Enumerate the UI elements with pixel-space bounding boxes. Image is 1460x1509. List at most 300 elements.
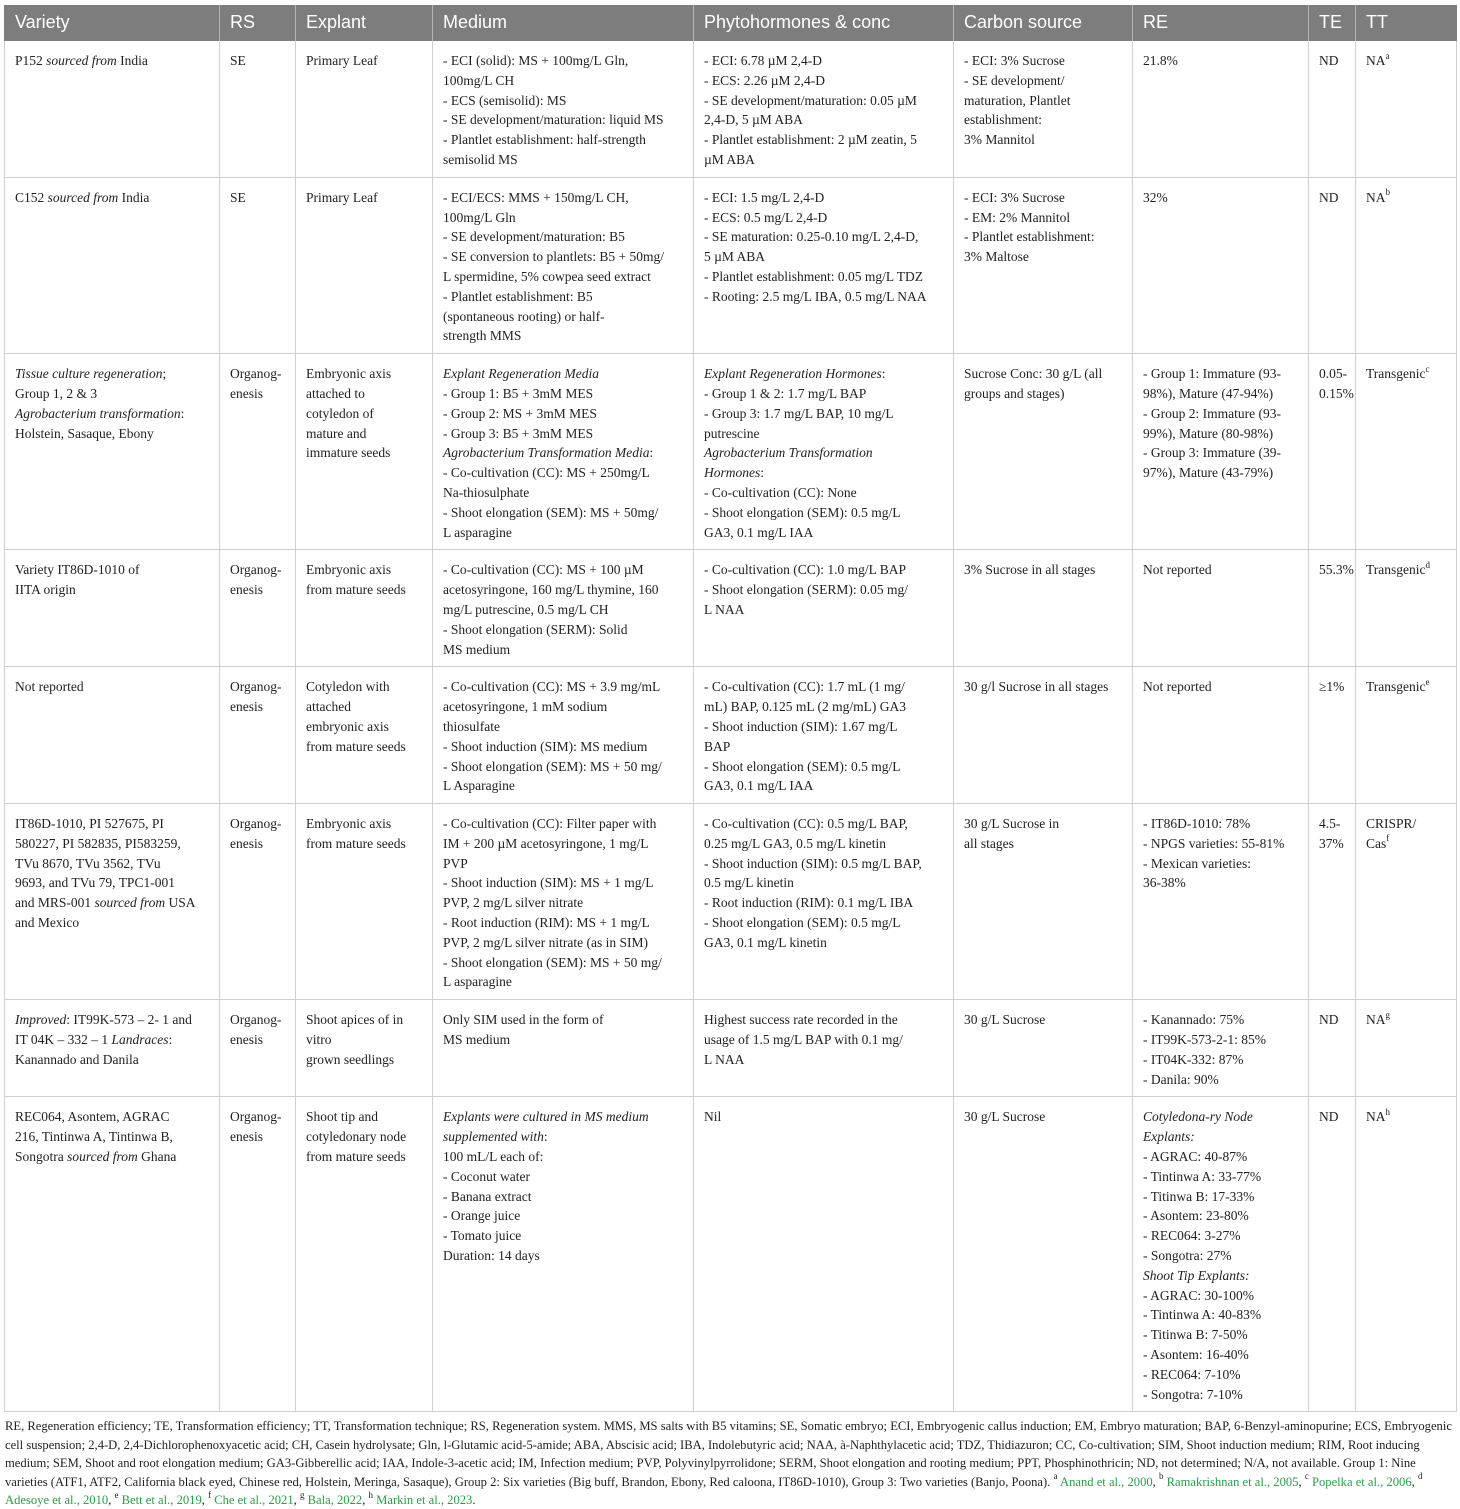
cell-line: Only SIM used in the form of: [443, 1012, 604, 1028]
cell-line: REC064, Asontem, AGRAC: [15, 1109, 170, 1125]
cell-line: attached: [306, 699, 351, 715]
cell-line: - Group 3: B5 + 3mM MES: [443, 425, 594, 441]
footnote-marker: f: [1386, 833, 1390, 844]
cell-line: - Plantlet establishment: half-strength: [443, 132, 646, 148]
cell-line: Duration: 14 days: [443, 1248, 540, 1264]
cell-explant: [296, 667, 433, 804]
cell-line: - SE development/maturation: liquid MS: [443, 112, 664, 128]
cell-line: enesis: [230, 385, 263, 401]
cell-line: (spontaneous rooting) or half-: [443, 308, 605, 324]
reference-marker: e: [114, 1489, 119, 1500]
cell-line: Organog-: [230, 1109, 282, 1125]
cell-line: enesis: [230, 1129, 263, 1145]
reference-marker: d: [1417, 1471, 1423, 1482]
cell-line: 97%), Mature (43-79%): [1143, 465, 1274, 481]
cell-line: groups and stages): [964, 385, 1065, 401]
cell-line: Hormones:: [704, 465, 765, 481]
cell-line: Holstein, Sasaque, Ebony: [15, 425, 154, 441]
cell-line: Kanannado and Danila: [15, 1051, 139, 1067]
cell-line: 3% Sucrose in all stages: [964, 562, 1096, 578]
cell-phytohormones: [694, 1097, 954, 1412]
cell-explant: [296, 804, 433, 1000]
cell-line: - Songotra: 7-10%: [1143, 1386, 1243, 1402]
cell-line: - Titinwa B: 7-50%: [1143, 1327, 1248, 1343]
col-header-rs: RS: [220, 5, 296, 41]
cell-line: - Shoot elongation (SERM): 0.05 mg/: [704, 582, 908, 598]
cell-line: 30 g/L Sucrose: [964, 1109, 1046, 1125]
reference-link[interactable]: Anand et al., 2000: [1059, 1474, 1153, 1489]
cell-line: BAP: [704, 738, 731, 754]
cell-line: - ECS (semisolid): MS: [443, 92, 567, 108]
cell-rs: [220, 177, 296, 353]
cell-line: attached to: [306, 385, 365, 401]
cell-tt: $NA^b$: [1356, 177, 1457, 353]
cell-line: Embryonic axis: [306, 816, 392, 832]
cell-line: PVP, 2 mg/L silver nitrate: [443, 895, 584, 911]
cell-explant: [296, 1097, 433, 1412]
cell-line: and Mexico: [15, 915, 80, 931]
cell-line: - Group 2: MS + 3mM MES: [443, 405, 597, 421]
cell-line: - Asontem: 16-40%: [1143, 1347, 1249, 1363]
cell-line: - Shoot elongation (SERM): Solid: [443, 621, 628, 637]
cell-line: - Shoot induction (SIM): MS + 1 mg/L: [443, 875, 654, 891]
cell-carbon-source: [954, 177, 1133, 353]
cell-line: PVP, 2 mg/L silver nitrate (as in SIM): [443, 934, 648, 950]
cell-line: - Group 1: B5 + 3mM MES: [443, 385, 594, 401]
cell-tt: Transgenic$^c$: [1356, 354, 1457, 550]
cell-line: ND: [1319, 1012, 1339, 1028]
reference-marker: b: [1158, 1471, 1164, 1482]
cell-line: enesis: [230, 699, 263, 715]
cell-line: Highest success rate recorded in the: [704, 1012, 898, 1028]
cell-line: ND: [1319, 1109, 1339, 1125]
cell-line: - Co-cultivation (CC): MS + 100 µM: [443, 562, 644, 578]
cell-line: and MRS-001 sourced from USA: [15, 895, 196, 911]
cell-rs: [220, 804, 296, 1000]
cell-line: establishment:: [964, 112, 1042, 128]
cell-line: P152 sourced from India: [15, 53, 148, 68]
cell-line: - Co-cultivation (CC): 0.5 mg/L BAP,: [704, 816, 908, 832]
cell-line: - Shoot elongation (SEM): 0.5 mg/L: [704, 504, 901, 520]
table-footnotes: [4, 1417, 1457, 1509]
cell-rs: [220, 41, 296, 177]
cell-line: maturation, Plantlet: [964, 92, 1071, 108]
cell-line: 3% Mannitol: [964, 132, 1035, 148]
cell-phytohormones: [694, 667, 954, 804]
cell-line: - Tintinwa A: 33-77%: [1143, 1168, 1262, 1184]
cell-line: - ECS: 0.5 mg/L 2,4-D: [704, 209, 828, 225]
cell-line: - Co-cultivation (CC): Filter paper with: [443, 816, 657, 832]
cell-carbon-source: [954, 1000, 1133, 1097]
cell-re: [1133, 804, 1309, 1000]
cell-te: [1309, 354, 1356, 550]
cell-line: putrescine: [704, 425, 760, 441]
cell-line: - IT99K-573-2-1: 85%: [1143, 1032, 1266, 1048]
cell-medium: [433, 1097, 694, 1412]
col-header-tt: TT: [1356, 5, 1457, 41]
cell-medium: [433, 41, 694, 177]
cell-line: L NAA: [704, 1051, 745, 1067]
cell-line: PVP: [443, 855, 468, 871]
cell-line: mL) BAP, 0.125 mL (2 mg/mL) GA3: [704, 699, 906, 715]
cell-line: - Root induction (RIM): MS + 1 mg/L: [443, 915, 650, 931]
reference-link[interactable]: Bala, 2022: [307, 1493, 363, 1508]
cell-line: Group 1, 2 & 3: [15, 385, 98, 401]
cell-line: - Shoot elongation (SEM): MS + 50 mg/: [443, 954, 662, 970]
cell-line: - Banana extract: [443, 1188, 532, 1204]
cell-line: Agrobacterium Transformation: [704, 445, 873, 461]
cell-line: - Plantlet establishment: 2 µM zeatin, 5: [704, 132, 917, 148]
cell-line: from mature seeds: [306, 1149, 406, 1165]
cell-line: GA3, 0.1 mg/L kinetin: [704, 934, 827, 950]
cell-line: - Shoot elongation (SEM): MS + 50 mg/: [443, 758, 662, 774]
cell-tt: $NA^h$: [1356, 1097, 1457, 1412]
cell-line: - SE development/maturation: 0.05 µM: [704, 92, 917, 108]
cell-line: Explant Regeneration Media: [443, 366, 599, 382]
cell-rs: [220, 354, 296, 550]
document: [4, 5, 1456, 1509]
cell-te: [1309, 667, 1356, 804]
cell-line: Tissue culture regeneration;: [15, 366, 167, 382]
cell-line: GA3, 0.1 mg/L IAA: [704, 778, 814, 794]
cell-tt: Transgenic$^e$: [1356, 667, 1457, 804]
cell-variety: [5, 354, 220, 550]
cell-line: L Asparagine: [443, 778, 515, 794]
cell-line: - REC064: 7-10%: [1143, 1366, 1241, 1382]
cell-line: L spermidine, 5% cowpea seed extract: [443, 268, 651, 284]
cell-te: [1309, 1097, 1356, 1412]
cell-line: - Group 1 & 2: 1.7 mg/L BAP: [704, 385, 867, 401]
cell-medium: [433, 1000, 694, 1097]
cell-line: Cotyledon with: [306, 679, 390, 695]
cell-line: L asparagine: [443, 974, 512, 990]
cell-line: - Plantlet establishment: B5: [443, 288, 593, 304]
cell-carbon-source: [954, 1097, 1133, 1412]
cell-line: - Kanannado: 75%: [1143, 1012, 1245, 1028]
reference-link[interactable]: Popelka et al., 2006: [1311, 1474, 1412, 1489]
cell-line: grown seedlings: [306, 1051, 395, 1067]
cell-line: 5 µM ABA: [704, 249, 766, 265]
cell-line: 580227, PI 582835, PI583259,: [15, 835, 181, 851]
cell-line: 2,4-D, 5 µM ABA: [704, 112, 803, 128]
cell-line: 4.5-: [1319, 816, 1341, 832]
table-row: [5, 1097, 1457, 1412]
cell-line: 30 g/l Sucrose in all stages: [964, 679, 1109, 695]
cell-line: - Mexican varieties:: [1143, 855, 1251, 871]
reference-link[interactable]: Bett et al., 2019: [121, 1493, 202, 1508]
cell-line: Sucrose Conc: 30 g/L (all: [964, 366, 1103, 382]
cell-line: - ECI/ECS: MMS + 150mg/L CH,: [443, 189, 629, 205]
cell-line: - Danila: 90%: [1143, 1071, 1219, 1087]
footnote-marker: e: [1425, 676, 1430, 687]
reference-marker: g: [299, 1489, 305, 1500]
cell-tt: $NA^a$: [1356, 41, 1457, 177]
table-body: [5, 41, 1457, 1412]
cell-te: [1309, 1000, 1356, 1097]
col-header-phytohormones: Phytohormones & conc: [694, 5, 954, 41]
cell-line: 216, Tintinwa A, Tintinwa B,: [15, 1129, 173, 1145]
cell-line: enesis: [230, 582, 263, 598]
cell-line: from mature seeds: [306, 835, 406, 851]
cell-medium: [433, 550, 694, 667]
table-row: [5, 667, 1457, 804]
cell-line: ≥1%: [1319, 679, 1345, 695]
cell-line: µM ABA: [704, 151, 755, 167]
cell-line: embryonic axis: [306, 718, 389, 734]
cell-line: Organog-: [230, 816, 282, 832]
cell-line: - ECI (solid): MS + 100mg/L Gln,: [443, 53, 629, 68]
cell-variety: [5, 41, 220, 177]
cell-line: - Plantlet establishment: 0.05 mg/L TDZ: [704, 268, 923, 284]
cell-line: 99%), Mature (80-98%): [1143, 425, 1274, 441]
cell-line: Agrobacterium Transformation Media:: [443, 445, 654, 461]
col-header-variety: Variety: [5, 5, 220, 41]
reference-link[interactable]: Adesoye et al., 2010: [5, 1493, 109, 1508]
reference-link[interactable]: Ramakrishnan et al., 2005: [1166, 1474, 1299, 1489]
cell-re: [1133, 550, 1309, 667]
cell-line: - Shoot induction (SIM): 1.67 mg/L: [704, 718, 898, 734]
cell-line: C152 sourced from India: [15, 189, 150, 205]
col-header-carbon-source: Carbon source: [954, 5, 1133, 41]
cell-line: - SE conversion to plantlets: B5 + 50mg/: [443, 249, 664, 265]
cell-re: [1133, 41, 1309, 177]
cell-line: - ECI: 3% Sucrose: [964, 53, 1065, 68]
footnote-marker: c: [1425, 363, 1430, 374]
cell-line: ND: [1319, 53, 1339, 68]
cell-line: - AGRAC: 40-87%: [1143, 1149, 1248, 1165]
cell-line: Not reported: [1143, 562, 1212, 578]
cell-line: all stages: [964, 835, 1014, 851]
cell-line: Cotyledona-ry Node: [1143, 1109, 1253, 1125]
cell-re: [1133, 1097, 1309, 1412]
cell-tt: Transgenic$^d$: [1356, 550, 1457, 667]
cell-line: Agrobacterium transformation:: [15, 405, 185, 421]
table-row: [5, 41, 1457, 177]
cell-line: IITA origin: [15, 582, 76, 598]
cell-line: 9693, and TVu 79, TPC1-001: [15, 875, 175, 891]
cell-line: 98%), Mature (47-94%): [1143, 385, 1274, 401]
cell-line: SE: [230, 53, 246, 68]
cell-te: [1309, 804, 1356, 1000]
col-header-te: TE: [1309, 5, 1356, 41]
reference-list: $^a$ Anand et al., 2000, $^b$ Ramakrishnan et al., 2005, $^c$ Popelka et al., 2006, $^d$ Adesoye et al., 2010, $^e$ Bett et al., 2019, $^f$ Che et al., 2021, $^g$ Bala, 2022, $^h$ Markin et al., 2023.: [5, 1471, 1423, 1508]
cell-line: 0.5 mg/L kinetin: [704, 875, 794, 891]
footnote-marker: b: [1385, 187, 1390, 198]
cell-line: usage of 1.5 mg/L BAP with 0.1 mg/: [704, 1032, 903, 1048]
reference-marker: a: [1053, 1471, 1058, 1482]
cell-line: 36-38%: [1143, 875, 1186, 891]
cell-line: - Group 3: 1.7 mg/L BAP, 10 mg/L: [704, 405, 894, 421]
cell-line: - Shoot induction (SIM): 0.5 mg/L BAP,: [704, 855, 922, 871]
cell-line: from mature seeds: [306, 582, 406, 598]
cell-re: [1133, 177, 1309, 353]
cell-line: - Shoot elongation (SEM): MS + 50mg/: [443, 504, 659, 520]
cell-line: enesis: [230, 1032, 263, 1048]
cell-line: Shoot apices of in: [306, 1012, 404, 1028]
cell-line: - REC064: 3-27%: [1143, 1228, 1241, 1244]
cell-rs: [220, 667, 296, 804]
cell-line: Primary Leaf: [306, 189, 378, 205]
cell-line: - ECI: 1.5 mg/L 2,4-D: [704, 189, 825, 205]
cell-line: vitro: [306, 1032, 332, 1048]
cell-line: Nil: [704, 1109, 722, 1125]
table-row: [5, 804, 1457, 1000]
cell-line: - ECI: 3% Sucrose: [964, 189, 1065, 205]
cell-variety: [5, 667, 220, 804]
cell-line: 0.05-: [1319, 366, 1348, 382]
cell-line: mg/L putrescine, 0.5 mg/L CH: [443, 601, 609, 617]
cell-line: - Songotra: 27%: [1143, 1248, 1232, 1264]
cell-carbon-source: [954, 354, 1133, 550]
cell-rs: [220, 550, 296, 667]
cell-line: 37%: [1319, 835, 1344, 851]
cell-line: semisolid MS: [443, 151, 518, 167]
cell-line: Organog-: [230, 562, 282, 578]
reference-marker: c: [1304, 1471, 1309, 1482]
cell-line: Improved: IT99K-573 – 2- 1 and: [15, 1012, 192, 1028]
table-row: [5, 177, 1457, 353]
reference-link[interactable]: Markin et al., 2023: [376, 1493, 473, 1508]
footnote-abbreviations: RE, Regeneration efficiency; TE, Transformation efficiency; TT, Transformation technique; RS, Regeneration system. MMS, MS salts with B5 vitamins; SE, Somatic embryo; ECI, Embryogenic callus induction; EM, Embryo maturation; BAP, 6-Benzyl-aminopurine; ECS, Embryogenic cell suspension; 2,4-D, 2,4-Dichlorophenoxyacetic acid; CH, Casein hydrolysate; Gln, l-Glutamic acid-5-amide; ABA, Abscisic acid; IBA, Indolebutyric acid; NAA, à-Naphthylacetic acid; TDZ, Thidiazuron; CC, Co-cultivation; SIM, Shoot induction medium; RIM, Root inducing medium; SEM, Shoot and root elongation medium; GA3-Gibberellic acid; IAA, Indole-3-acetic acid; IM, Infection medium; PVP, Polyvinylpyrrolidone; SERM, Shoot elongation and rooting medium; PPT, Phosphinothricin; ND, not determined; N/A, not available. Group 1: Nine varieties (ATF1, ATF2, California black eyed, Chinese red, Holstein, Meringa, Sasaque), Group 2: Six varieties (Big buff, Brandon, Ebony, Red caloona, IT86D-1010), Group 3: Two varieties (Banjo, Poona).: [5, 1419, 1452, 1489]
cell-line: - Co-cultivation (CC): 1.7 mL (1 mg/: [704, 679, 905, 695]
table-row: [5, 354, 1457, 550]
reference-marker: f: [208, 1489, 212, 1500]
cell-line: - Shoot elongation (SEM): 0.5 mg/L: [704, 915, 901, 931]
cell-variety: [5, 804, 220, 1000]
reference-link[interactable]: Che et al., 2021: [214, 1493, 294, 1508]
cell-variety: [5, 550, 220, 667]
cell-line: Not reported: [15, 679, 84, 695]
cell-line: 30 g/L Sucrose: [964, 1012, 1046, 1028]
cell-line: - Co-cultivation (CC): MS + 250mg/L: [443, 465, 650, 481]
cell-line: cotyledonary node: [306, 1129, 407, 1145]
cell-medium: [433, 354, 694, 550]
cell-te: [1309, 41, 1356, 177]
cell-line: 0.15%: [1319, 385, 1354, 401]
cell-medium: [433, 804, 694, 1000]
cell-line: - ECS: 2.26 µM 2,4-D: [704, 72, 826, 88]
cell-explant: [296, 177, 433, 353]
cell-phytohormones: [694, 1000, 954, 1097]
cell-te: [1309, 177, 1356, 353]
cell-line: - Group 1: Immature (93-: [1143, 366, 1281, 382]
cell-line: Shoot tip and: [306, 1109, 379, 1125]
cell-line: 30 g/L Sucrose in: [964, 816, 1060, 832]
cell-line: Shoot Tip Explants:: [1143, 1267, 1250, 1283]
cell-carbon-source: [954, 550, 1133, 667]
header-row: [5, 5, 1457, 41]
cell-rs: [220, 1097, 296, 1412]
cell-line: Organog-: [230, 1012, 282, 1028]
cell-re: [1133, 1000, 1309, 1097]
cell-line: MS medium: [443, 641, 511, 657]
cell-line: 32%: [1143, 189, 1168, 205]
cell-line: - SE development/: [964, 72, 1065, 88]
cell-line: - Tomato juice: [443, 1228, 522, 1244]
cell-line: Primary Leaf: [306, 53, 378, 68]
cell-line: GA3, 0.1 mg/L IAA: [704, 524, 814, 540]
cell-line: 3% Maltose: [964, 249, 1029, 265]
cell-line: - ECI: 6.78 µM 2,4-D: [704, 53, 823, 68]
cell-line: - Asontem: 23-80%: [1143, 1208, 1249, 1224]
cell-line: acetosyringone, 1 mM sodium: [443, 699, 608, 715]
cell-explant: [296, 41, 433, 177]
col-header-medium: Medium: [433, 5, 694, 41]
cell-tt: $NA^g$: [1356, 1000, 1457, 1097]
cell-line: - NPGS varieties: 55-81%: [1143, 835, 1285, 851]
cell-line: Variety IT86D-1010 of: [15, 562, 140, 578]
table-row: [5, 1000, 1457, 1097]
cell-medium: [433, 667, 694, 804]
cell-line: supplemented with:: [443, 1129, 548, 1145]
cell-line: - EM: 2% Mannitol: [964, 209, 1071, 225]
cell-line: IM + 200 µM acetosyringone, 1 mg/L: [443, 835, 649, 851]
cell-phytohormones: [694, 177, 954, 353]
reference-marker: h: [368, 1489, 373, 1500]
cell-line: Songotra sourced from Ghana: [15, 1149, 177, 1165]
col-header-explant: Explant: [296, 5, 433, 41]
cell-line: thiosulfate: [443, 718, 500, 734]
cell-line: from mature seeds: [306, 738, 406, 754]
cell-line: - Tintinwa A: 40-83%: [1143, 1307, 1262, 1323]
cell-line: - Co-cultivation (CC): MS + 3.9 mg/mL: [443, 679, 661, 695]
cell-line: - Co-cultivation (CC): 1.0 mg/L BAP: [704, 562, 906, 578]
cell-line: TVu 8670, TVu 3562, TVu: [15, 855, 161, 871]
cell-line: - Orange juice: [443, 1208, 521, 1224]
cell-line: - Group 2: Immature (93-: [1143, 405, 1281, 421]
cell-line: IT86D-1010, PI 527675, PI: [15, 816, 164, 832]
cell-phytohormones: [694, 354, 954, 550]
cell-line: L NAA: [704, 601, 745, 617]
cell-line: ND: [1319, 189, 1339, 205]
table-row: [5, 550, 1457, 667]
cell-line: - Rooting: 2.5 mg/L IBA, 0.5 mg/L NAA: [704, 288, 927, 304]
cell-phytohormones: [694, 804, 954, 1000]
cell-variety: [5, 1000, 220, 1097]
footnote-marker: d: [1425, 559, 1430, 570]
cell-explant: [296, 1000, 433, 1097]
cell-re: [1133, 667, 1309, 804]
cell-line: - Plantlet establishment:: [964, 229, 1095, 245]
cell-line: 100mg/L CH: [443, 72, 515, 88]
cell-line: - SE maturation: 0.25-0.10 mg/L 2,4-D,: [704, 229, 919, 245]
cell-line: immature seeds: [306, 445, 391, 461]
cell-carbon-source: [954, 804, 1133, 1000]
cell-re: [1133, 354, 1309, 550]
cell-carbon-source: [954, 41, 1133, 177]
cell-line: 100 mL/L each of:: [443, 1149, 544, 1165]
cell-line: 21.8%: [1143, 53, 1178, 68]
cell-line: mature and: [306, 425, 367, 441]
cell-line: Embryonic axis: [306, 366, 392, 382]
cell-line: 55.3%: [1319, 562, 1354, 578]
cell-line: cotyledon of: [306, 405, 374, 421]
cell-variety: [5, 177, 220, 353]
cell-line: - Titinwa B: 17-33%: [1143, 1188, 1255, 1204]
cell-line: - Co-cultivation (CC): None: [704, 484, 857, 500]
cell-line: strength MMS: [443, 328, 522, 344]
cell-line: - IT86D-1010: 78%: [1143, 816, 1251, 832]
cell-variety: [5, 1097, 220, 1412]
cell-line: - IT04K-332: 87%: [1143, 1051, 1244, 1067]
cell-line: Organog-: [230, 366, 282, 382]
cell-line: Organog-: [230, 679, 282, 695]
cell-line: - Coconut water: [443, 1168, 530, 1184]
cell-medium: [433, 177, 694, 353]
cell-line: IT 04K – 332 – 1 Landraces:: [15, 1032, 173, 1048]
cell-carbon-source: [954, 667, 1133, 804]
cell-line: Embryonic axis: [306, 562, 392, 578]
